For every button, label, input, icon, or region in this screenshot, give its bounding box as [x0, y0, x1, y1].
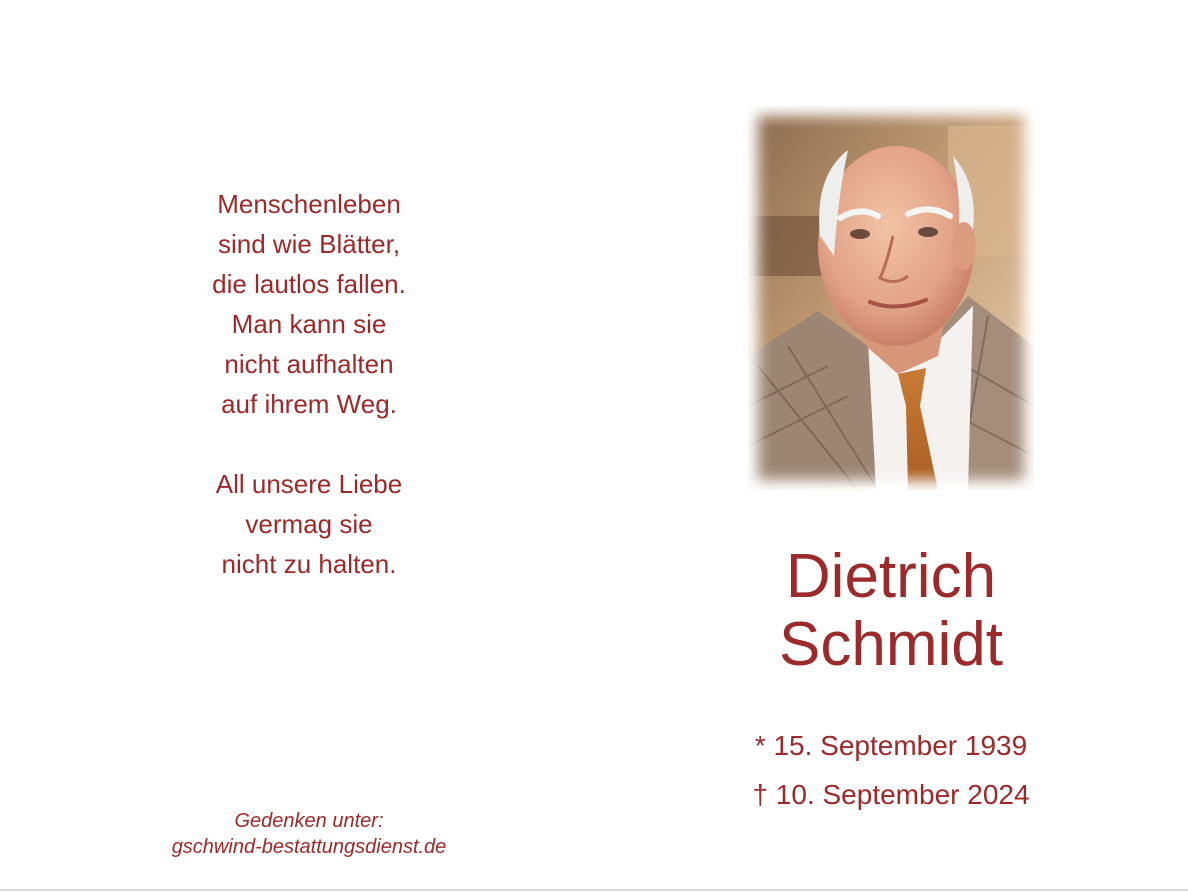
- poem-line: All unsere Liebe: [215, 469, 403, 499]
- portrait-image: [748, 106, 1034, 490]
- poem: [150, 184, 468, 584]
- first-name: Dietrich: [785, 542, 997, 611]
- memorial-label: Gedenken unter:: [234, 810, 384, 832]
- portrait-photo: [748, 106, 1034, 490]
- poem-line: Man kann sie: [231, 309, 387, 339]
- poem-stanza: [150, 184, 468, 424]
- poem-stanza: [150, 464, 468, 584]
- poem-line: die lautlos fallen.: [212, 269, 406, 299]
- deceased-name: [700, 543, 1082, 679]
- poem-line: nicht zu halten.: [221, 549, 397, 579]
- memorial-url: gschwind-bestattungsdienst.de: [171, 836, 447, 858]
- poem-line: sind wie Blätter,: [217, 229, 401, 259]
- poem-line: Menschenleben: [217, 189, 401, 219]
- memorial-link: [120, 808, 498, 860]
- death-date: † 10. September 2024: [752, 779, 1030, 810]
- last-name: Schmidt: [779, 610, 1003, 679]
- poem-line: vermag sie: [245, 509, 373, 539]
- birth-date: * 15. September 1939: [754, 730, 1028, 761]
- bottom-divider: [0, 889, 1188, 891]
- poem-line: auf ihrem Weg.: [221, 389, 397, 419]
- poem-line: nicht aufhalten: [224, 349, 394, 379]
- life-dates: [700, 721, 1082, 819]
